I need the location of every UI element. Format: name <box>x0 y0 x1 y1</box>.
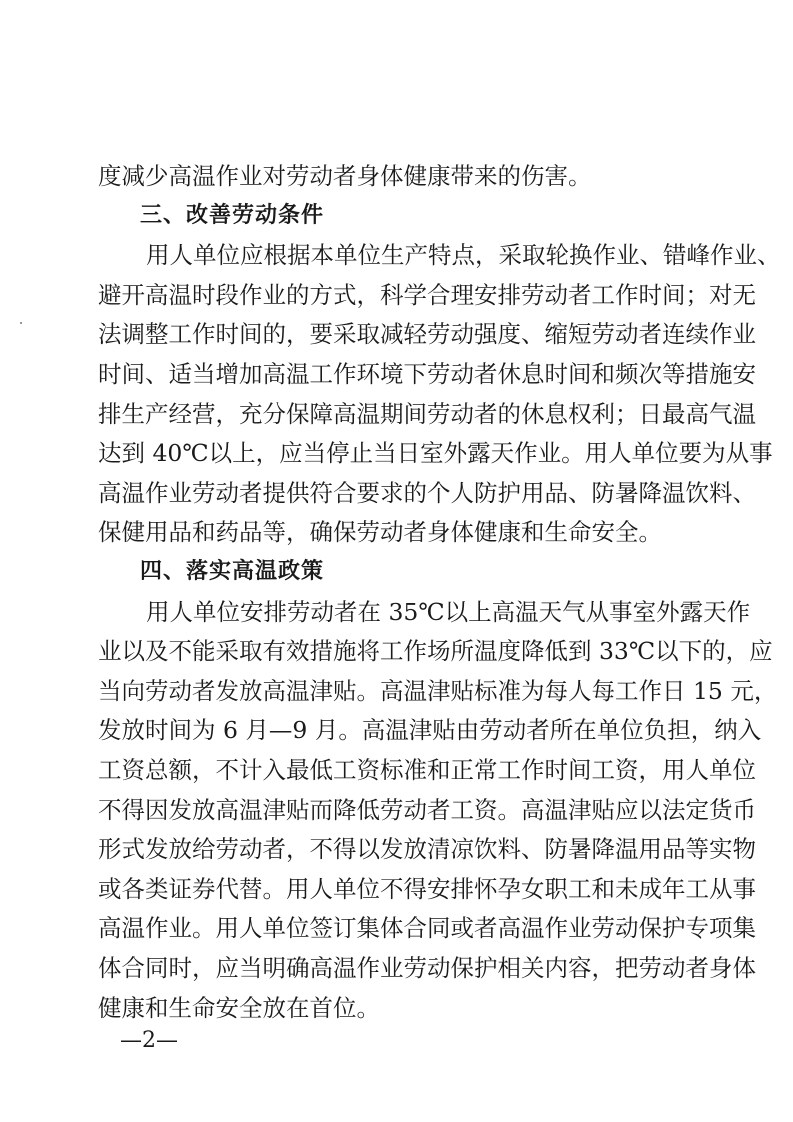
paragraph-line: 发放时间为 6 月—9 月。高温津贴由劳动者所在单位负担，纳入 <box>98 716 762 744</box>
paragraph-line: 法调整工作时间的，要采取减轻劳动强度、缩短劳动者连续作业 <box>98 320 756 348</box>
paragraph-line: 用人单位应根据本单位生产特点，采取轮换作业、错峰作业、 <box>146 241 781 269</box>
paragraph-line: 保健用品和药品等，确保劳动者身体健康和生命安全。 <box>98 518 662 546</box>
paragraph-line: 工资总额，不计入最低工资标准和正常工作时间工资，用人单位 <box>98 756 756 784</box>
paragraph-line: 时间、适当增加高温工作环境下劳动者休息时间和频次等措施安 <box>98 360 756 388</box>
paragraph-line: 排生产经营，充分保障高温期间劳动者的休息权利；日最高气温 <box>98 400 756 428</box>
continuation-line: 度减少高温作业对劳动者身体健康带来的伤害。 <box>98 162 592 190</box>
paragraph-line: 当向劳动者发放高温津贴。高温津贴标准为每人每工作日 15 元， <box>98 677 778 705</box>
section-heading-4: 四、落实高温政策 <box>140 559 325 584</box>
paragraph-line: 避开高温时段作业的方式，科学合理安排劳动者工作时间；对无 <box>98 281 756 309</box>
paragraph-line: 健康和生命安全放在首位。 <box>98 994 380 1022</box>
paragraph-line: 或各类证券代替。用人单位不得安排怀孕女职工和未成年工从事 <box>98 875 756 903</box>
paragraph-line: 形式发放给劳动者，不得以发放清凉饮料、防暑降温用品等实物 <box>98 835 756 863</box>
section-heading-3: 三、改善劳动条件 <box>140 203 325 228</box>
paragraph-line: 用人单位安排劳动者在 35℃以上高温天气从事室外露天作 <box>146 598 751 626</box>
scan-speck <box>20 322 22 324</box>
paragraph-line: 高温作业劳动者提供符合要求的个人防护用品、防暑降温饮料、 <box>98 479 756 507</box>
paragraph-line: 不得因发放高温津贴而降低劳动者工资。高温津贴应以法定货币 <box>98 796 756 824</box>
paragraph-line: 体合同时，应当明确高温作业劳动保护相关内容，把劳动者身体 <box>98 954 756 982</box>
paragraph-line: 达到 40℃以上，应当停止当日室外露天作业。用人单位要为从事 <box>98 439 773 467</box>
paragraph-line: 高温作业。用人单位签订集体合同或者高温作业劳动保护专项集 <box>98 914 756 942</box>
paragraph-line: 业以及不能采取有效措施将工作场所温度降低到 33℃以下的，应 <box>98 637 773 665</box>
page-number: —2— <box>120 1028 178 1053</box>
